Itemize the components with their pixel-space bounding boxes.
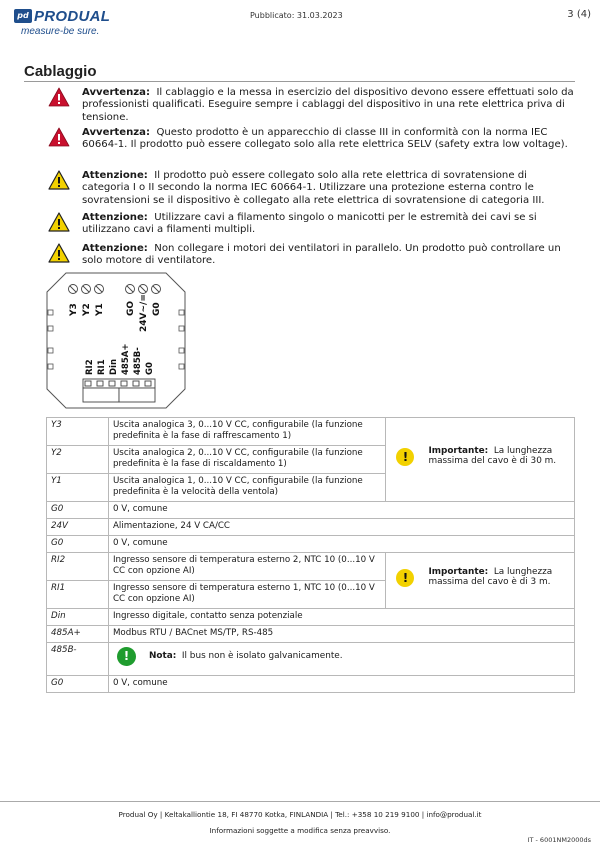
caution-triangle-icon bbox=[48, 212, 70, 232]
terminal-label-24v: 24V~/= bbox=[139, 294, 149, 332]
warning-body: Non collegare i motori dei ventilatori in parallelo. Un prodotto può controllare un solo motore di ventilatore. bbox=[82, 243, 561, 267]
note-cell-outputs bbox=[386, 418, 575, 502]
warning-text bbox=[82, 127, 577, 152]
description-cell: Ingresso sensore di temperatura esterno 1, NTC 10 (0...10 V CC con opzione AI) bbox=[108, 581, 386, 609]
terminal-cell: RI2 bbox=[47, 553, 109, 581]
warning-body: Il cablaggio e la messa in esercizio del dispositivo devono essere effettuati solo da professionisti qualificati. Eseguire sempre i cablaggi del dispositivo in una rete elettrica priva di tensione. bbox=[82, 87, 574, 123]
terminal-cell: Din bbox=[47, 609, 109, 626]
table-row bbox=[47, 536, 575, 553]
description-cell: Ingresso digitale, contatto senza potenziale bbox=[108, 609, 574, 626]
warning-label: Attenzione: bbox=[82, 212, 148, 223]
caution-triangle-icon bbox=[48, 243, 70, 263]
note-label: Nota: bbox=[148, 651, 177, 661]
table-row bbox=[47, 676, 575, 693]
footer-disclaimer: Informazioni soggette a modifica senza preavviso. bbox=[209, 826, 391, 835]
terminal-cell: G0 bbox=[47, 502, 109, 519]
terminal-cell: G0 bbox=[47, 676, 109, 693]
note-cell-inputs bbox=[386, 553, 575, 609]
terminal-cell: Y1 bbox=[47, 474, 109, 502]
warning-text bbox=[82, 243, 577, 268]
footer-address: Produal Oy | Keltakalliontie 18, FI 48770 Kotka, FINLANDIA | Tel.: +358 10 219 9100 | info@produal.it bbox=[118, 810, 482, 819]
table-row bbox=[47, 643, 575, 676]
table-row bbox=[47, 418, 575, 446]
warning-body: Questo prodotto è un apparecchio di classe III in conformità con la norma IEC 60664-1. Il prodotto può essere collegato solo alla rete elettrica SELV (safety extra low voltage). bbox=[82, 127, 568, 151]
section-title: Cablaggio bbox=[24, 63, 97, 80]
terminal-cell: 485B- bbox=[47, 643, 109, 676]
important-label: Importante: bbox=[428, 566, 489, 577]
warning-body: Utilizzare cavi a filamento singolo o manicotti per le estremità dei cavi se si utilizzano cavi a filamenti multipli. bbox=[82, 212, 537, 236]
terminal-cell: Y3 bbox=[47, 418, 109, 446]
terminal-label-y3: Y3 bbox=[69, 303, 79, 316]
description-cell: Uscita analogica 2, 0...10 V CC, configurabile (la funzione predefinita è la fase di riscaldamento 1) bbox=[108, 446, 386, 474]
brand-mark: pd bbox=[14, 9, 32, 23]
table-row bbox=[47, 519, 575, 536]
important-note bbox=[428, 567, 573, 589]
bus-note bbox=[113, 645, 570, 671]
description-cell: 0 V, comune bbox=[108, 502, 574, 519]
wiring-table bbox=[46, 417, 575, 693]
terminal-cell: Y2 bbox=[47, 446, 109, 474]
section-divider bbox=[24, 81, 575, 82]
important-text: La lunghezza massima del cavo è di 3 m. bbox=[428, 566, 553, 588]
important-icon: ! bbox=[396, 569, 414, 587]
terminal-label-din: Din bbox=[109, 358, 119, 375]
document-code: IT - 6001NM2000ds bbox=[527, 836, 591, 844]
warning-label: Attenzione: bbox=[82, 170, 148, 181]
important-label: Importante: bbox=[428, 445, 489, 456]
terminal-label-485b: 485B- bbox=[133, 347, 143, 375]
warning-text bbox=[82, 170, 577, 207]
page-number: 3 (4) bbox=[567, 9, 591, 20]
device-terminal-diagram bbox=[46, 272, 186, 409]
table-row bbox=[47, 626, 575, 643]
important-text: La lunghezza massima del cavo è di 30 m. bbox=[428, 445, 557, 467]
note-text bbox=[149, 651, 343, 662]
footer-divider bbox=[0, 801, 600, 802]
info-check-icon: ! bbox=[117, 647, 136, 666]
warning-text bbox=[82, 212, 577, 237]
terminal-cell: G0 bbox=[47, 536, 109, 553]
warning-text bbox=[82, 87, 577, 124]
warning-body: Il prodotto può essere collegato solo alla rete elettrica di sovratensione di categoria I o II secondo la norma IEC 60664-1. Utilizzare una protezione esterna contro le sovratensioni se il dispositivo è collegato alla rete elettrica di sovratensione di categoria III. bbox=[82, 170, 545, 206]
terminal-label-y2: Y2 bbox=[82, 303, 92, 316]
description-cell bbox=[108, 643, 574, 676]
bottom-terminals bbox=[83, 379, 155, 402]
terminal-label-g0-top: G0 bbox=[152, 302, 162, 316]
important-note bbox=[428, 446, 573, 468]
brand-tagline: measure-be sure. bbox=[21, 26, 100, 37]
description-cell: 0 V, comune bbox=[108, 676, 574, 693]
terminal-label-ri1: RI1 bbox=[97, 359, 107, 375]
terminal-label-go: GO bbox=[126, 300, 136, 316]
description-cell: 0 V, comune bbox=[108, 536, 574, 553]
caution-triangle-icon bbox=[48, 170, 70, 190]
table-row bbox=[47, 609, 575, 626]
description-cell: Ingresso sensore di temperatura esterno 2, NTC 10 (0...10 V CC con opzione AI) bbox=[108, 553, 386, 581]
table-row bbox=[47, 553, 575, 581]
warning-label: Avvertenza: bbox=[82, 87, 151, 98]
terminal-label-y1: Y1 bbox=[95, 303, 105, 316]
terminal-label-ri2: RI2 bbox=[85, 359, 95, 375]
warning-label: Avvertenza: bbox=[82, 127, 151, 138]
description-cell: Alimentazione, 24 V CA/CC bbox=[108, 519, 574, 536]
terminal-cell: 24V bbox=[47, 519, 109, 536]
table-row bbox=[47, 502, 575, 519]
note-body: Il bus non è isolato galvanicamente. bbox=[181, 651, 343, 661]
terminal-label-g0-bottom: G0 bbox=[145, 362, 155, 375]
publish-date: Pubblicato: 31.03.2023 bbox=[250, 11, 343, 20]
description-cell: Uscita analogica 1, 0...10 V CC, configurabile (la funzione predefinita è la velocità della ventola) bbox=[108, 474, 386, 502]
terminal-cell: RI1 bbox=[47, 581, 109, 609]
warning-label: Attenzione: bbox=[82, 243, 148, 254]
danger-triangle-icon bbox=[48, 87, 70, 107]
brand-name: PRODUAL bbox=[34, 8, 111, 25]
terminal-label-485a: 485A+ bbox=[121, 343, 131, 375]
danger-triangle-icon bbox=[48, 127, 70, 147]
description-cell: Modbus RTU / BACnet MS/TP, RS-485 bbox=[108, 626, 574, 643]
description-cell: Uscita analogica 3, 0...10 V CC, configurabile (la funzione predefinita è la fase di raffrescamento 1) bbox=[108, 418, 386, 446]
important-icon: ! bbox=[396, 448, 414, 466]
terminal-cell: 485A+ bbox=[47, 626, 109, 643]
